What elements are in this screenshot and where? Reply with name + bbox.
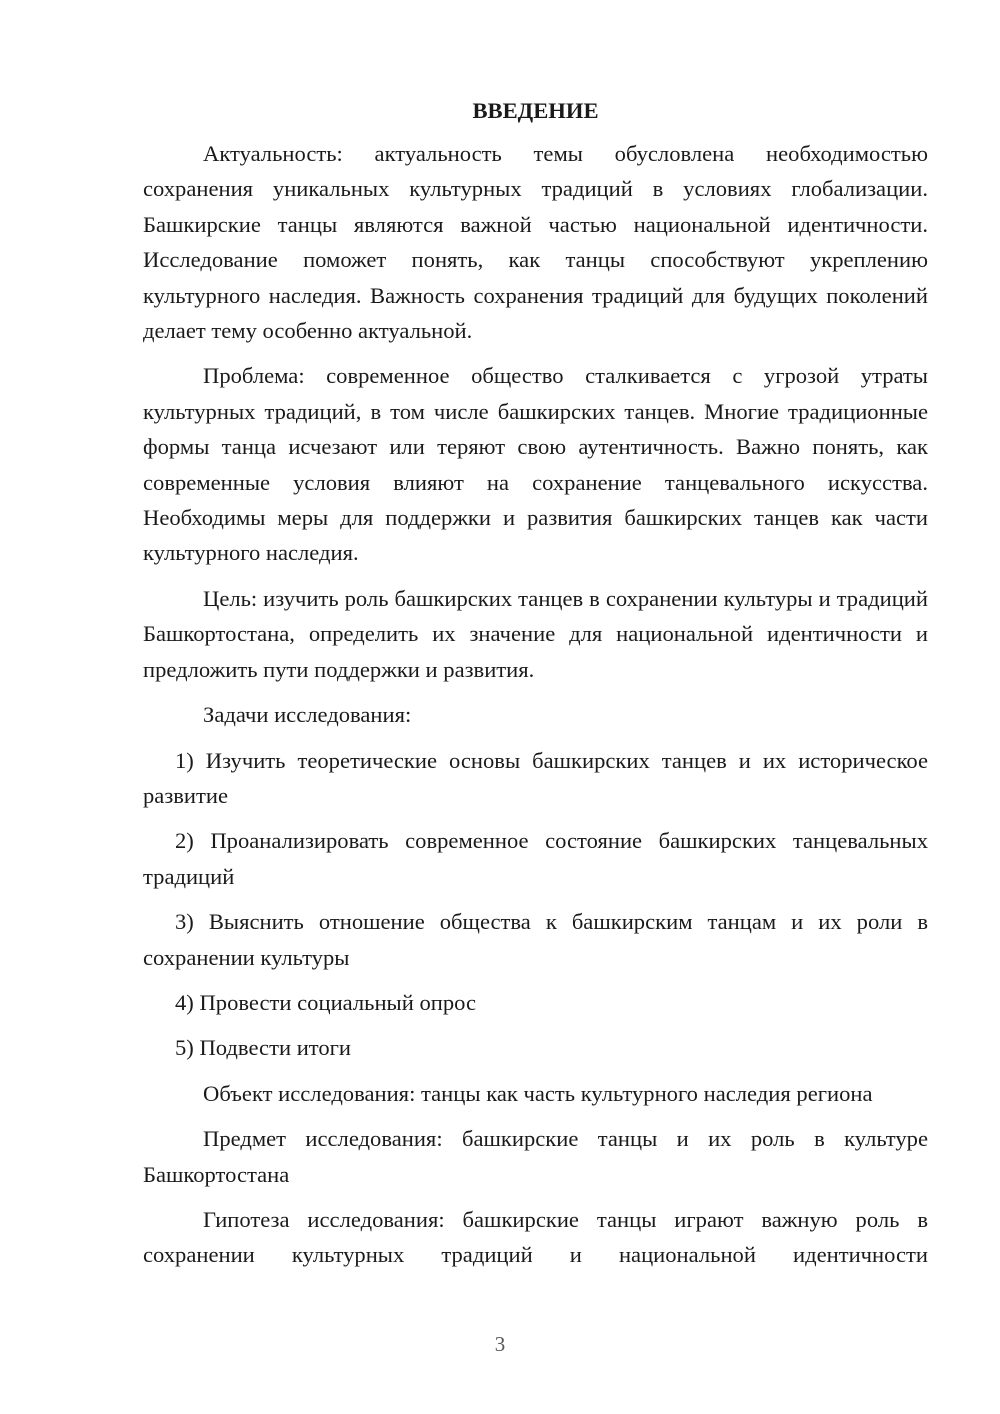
task-item-2: 2) Проанализировать современное состояние башкирских танцевальных традиций bbox=[143, 828, 928, 889]
section-heading: ВВЕДЕНИЕ bbox=[472, 98, 599, 123]
paragraph-hypothesis: Гипотеза исследования: башкирские танцы играют важную роль в сохранении культурных традиций и национальной идентичности bbox=[143, 1206, 928, 1268]
paragraph-problem: Проблема: современное общество сталкивается с угрозой утраты культурных традиций, в том числе башкирских танцев. Многие традиционные формы танца исчезают или теряют свою аутентичность. Важно понять, как современные условия влияют на сохранение танцевального искусства. Необходимы меры для поддержки и развития башкирских танцев как части культурного наследия. bbox=[143, 363, 928, 566]
task-item-1: 1) Изучить теоретические основы башкирских танцев и их историческое развитие bbox=[143, 747, 928, 808]
task-item-5: 5) Подвести итоги bbox=[175, 1035, 352, 1061]
document-page bbox=[143, 96, 928, 1283]
paragraph-relevance: Актуальность: актуальность темы обусловлена необходимостью сохранения уникальных культурных традиций в условиях глобализации. Башкирские танцы являются важной частью национальной идентичности. Исследование поможет понять, как танцы способствуют укреплению культурного наследия. Важность сохранения традиций для будущих поколений делает тему особенно актуальной. bbox=[143, 141, 928, 344]
paragraph-goal: Цель: изучить роль башкирских танцев в сохранении культуры и традиций Башкортостана, определить их значение для национальной идентичности и предложить пути поддержки и развития. bbox=[143, 585, 928, 682]
paragraph-tasks-intro: Задачи исследования: bbox=[203, 702, 412, 728]
paragraph-object: Объект исследования: танцы как часть культурного наследия региона bbox=[203, 1080, 873, 1106]
page-number: 3 bbox=[494, 1332, 506, 1356]
task-item-3: 3) Выяснить отношение общества к башкирским танцам и их роли в сохранении культуры bbox=[143, 909, 928, 970]
task-item-4: 4) Провести социальный опрос bbox=[175, 989, 477, 1015]
paragraph-subject: Предмет исследования: башкирские танцы и их роль в культуре Башкортостана bbox=[143, 1126, 928, 1187]
